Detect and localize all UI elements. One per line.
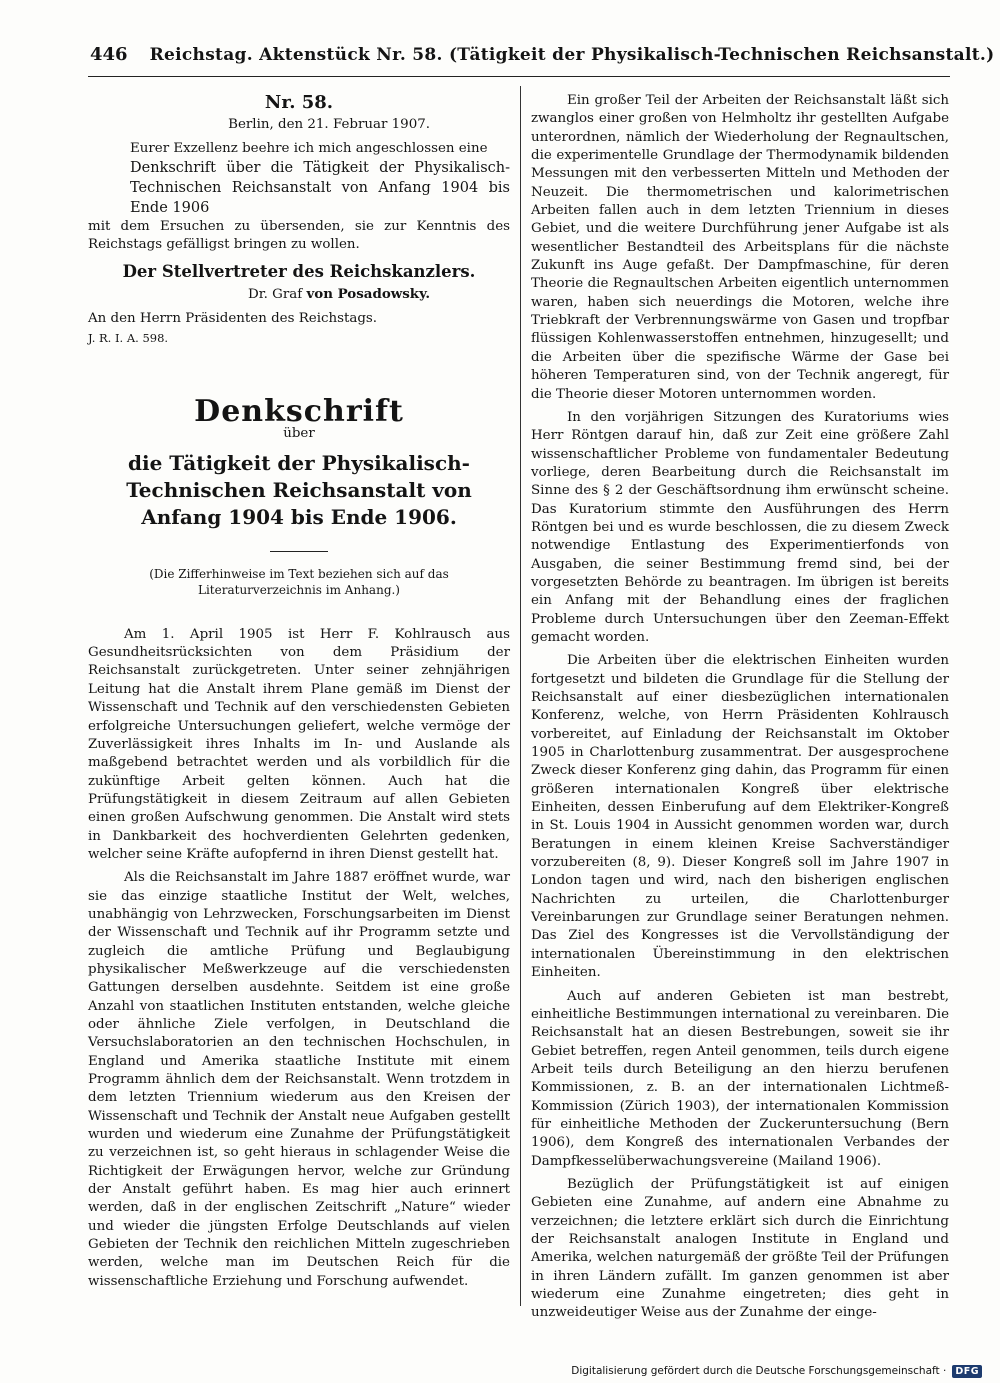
- signature-name: von Posadowsky.: [306, 286, 430, 303]
- paragraph: Bezüglich der Prüfungstätigkeit ist auf einigen Gebieten eine Zunahme, auf andern eine Abnahme zu verzeichnen; die letztere erklärt sich durch die Einrichtung der Reichsanstalt analogen Institute in England und Amerika, welchen naturgemäß der größte Teil der Prüfungen in ihren Ländern zufällt. Im ganzen genommen ist aber wiederum eine Zunahme eingetreten; dies geht in unzweideutiger Weise aus der Zunahme der einge-: [531, 1176, 949, 1321]
- paragraph: Die Arbeiten über die elektrischen Einheiten wurden fortgesetzt und bildeten die Grundlage für die Stellung der Reichsanstalt auf einer diesbezüglichen internationalen Konferenz, welche, von Herrn Präsidenten Kohlrausch vorbereitet, auf Einladung der Reichsanstalt im Oktober 1905 in Charlottenburg zusammentrat. Der ausgesprochene Zweck dieser Konferenz ging dahin, das Programm für einen größeren internationalen Kongreß über elektrische Einheiten, dessen Einberufung auf dem Elektriker-Kongreß in St. Louis 1904 in Aussicht genommen worden war, durch Beratungen in einem kleinen Kreise Sachverständiger vorzubereiten (8, 9). Dieser Kongreß soll im Jahre 1907 in London tagen und wird, nach den bisherigen englischen Nachrichten zu urteilen, die Charlottenburger Vereinbarungen zur Grundlage seiner Beratungen nehmen. Das Ziel des Kongresses ist die Vervollständigung der internationalen Übereinstimmung in den elektrischen Einheiten.: [531, 653, 949, 981]
- paragraph: Am 1. April 1905 ist Herr F. Kohlrausch aus Gesundheitsrücksichten von dem Präsidium der Reichsanstalt zurückgetreten. Unter seiner zehnjährigen Leitung hat die Anstalt ihrem Plane gemäß im Dienst der Wissenschaft und Technik auf den verschiedensten Gebieten erfolgreiche Untersuchungen geliefert, welche vermöge der Zuverlässigkeit ihres Inhalts im In- und Auslande als maßgebend betrachtet werden und als vorbildlich für die zukünftige Arbeit gelten können. Auch hat die Prüfungstätigkeit in diesem Zeitraum auf allen Gebieten einen großen Aufschwung genommen. Die Anstalt wird stets in Dankbarkeit des hochverdienten Gelehrten gedenken, welcher seine Kräfte aufopfernd in ihren Dienst gestellt hat.: [88, 626, 510, 862]
- signature-prefix: Dr. Graf: [248, 287, 303, 303]
- header-rule: [88, 76, 950, 77]
- right-column: [531, 92, 949, 1328]
- memorandum-ueber: über: [283, 426, 315, 442]
- letter-close: mit dem Ersuchen zu übersenden, sie zur Kenntnis des Reichstags gefälligst bringen zu wollen.: [88, 219, 510, 253]
- page-number: 446: [90, 44, 128, 65]
- left-column: [88, 92, 510, 1296]
- page-header: [90, 44, 995, 74]
- reference-number: J. R. I. A. 598.: [88, 330, 169, 345]
- dfg-logo: DFG: [952, 1365, 982, 1378]
- section-divider: [270, 551, 328, 552]
- dateline: Berlin, den 21. Februar 1907.: [228, 117, 430, 133]
- digitization-footer: [571, 1364, 982, 1378]
- signature: [88, 285, 510, 304]
- paragraph: Als die Reichsanstalt im Jahre 1887 eröffnet wurde, war sie das einzige staatliche Institut der Welt, welches, unabhängig von Lehrzwecken, Forschungsarbeiten im Dienst der Wissenschaft und Technik auf ihr Programm setzte und zugleich die amtliche Prüfung und Beglaubigung physikalischer Meßwerkzeuge auf die verschiedensten Gattungen derselben ausdehnte. Seitdem ist eine große Anzahl von staatlichen Instituten entstanden, welche gleiche oder ähnliche Ziele verfolgen, in Deutschland die Versuchslaboratorien an den technischen Hochschulen, in England und Amerika staatliche Institute mit einem Programm ähnlich dem der Reichsanstalt. Wenn trotzdem in dem letzten Triennium wiederum aus den Kreisen der Wissenschaft und Technik der Anstalt neue Aufgaben gestellt wurden und wiederum eine Zunahme der Prüfungstätigkeit zu verzeichnen ist, so geht hieraus in schlagender Weise die Richtigkeit der Erwägungen hervor, welche zur Gründung der Anstalt geführt haben. Es mag hier auch erinnert werden, daß in der englischen Zeitschrift „Nature“ wieder und wieder die jüngsten Erfolge Deutschlands auf vielen Gebieten der Technik den reichlichen Mitteln zugeschrieben werden, welche man im Deutschen Reich für die wissenschaftliche Erziehung und Forschung aufwendet.: [88, 870, 510, 1289]
- paragraph: Ein großer Teil der Arbeiten der Reichsanstalt läßt sich zwanglos einer großen von Helmholtz ihr gestellten Aufgabe unterordnen, nämlich der Wiederholung der Regnaultschen, die experimentelle Grundlage der Thermodynamik bildenden Messungen mit den verbesserten Mitteln und Methoden der Neuzeit. Die thermometrischen und kalorimetrischen Arbeiten fallen auch in dem letzten Triennium in dieses Gebiet, und die weitere Durchführung jener Aufgabe ist als wesentlicher Bestandteil des Arbeitsplans für die nächste Zukunft ins Auge gefaßt. Der Dampfmaschine, für deren Theorie die Regnaultschen Arbeiten eigentlich unternommen waren, haben sich neuerdings die Motoren, welche ihre Triebkraft der Verbrennungswärme von Gasen und tropfbar flüssigen Kohlenwasserstoffen entnehmen, hinzugesellt; und die Arbeiten über die spezifische Wärme der Gase bei höheren Temperaturen sind, von der Technik angeregt, für die Theorie dieser Motoren unternommen worden.: [531, 93, 949, 402]
- memorandum-title: Denkschrift: [194, 394, 404, 430]
- paragraph: In den vorjährigen Sitzungen des Kuratoriums wies Herr Röntgen darauf hin, daß zur Zeit eine größere Zahl wissenschaftlicher Probleme von fundamentaler Bedeutung vorliege, deren Bearbeitung durch die Reichsanstalt im Sinne des § 2 der Geschäftsordnung ihm erwünscht scheine. Das Kuratorium stimmte den Ausführungen des Herrn Röntgen bei und es wurde beschlossen, die zu diesem Zweck notwendige Entlastung des Experimentierfonds von Ausgaben, die seiner Bestimmung fremd sind, bei der vorgesetzten Behörde zu beantragen. Im übrigen ist bereits ein Anfang mit der Behandlung eines der fraglichen Probleme durch Untersuchungen über den Zeeman-Effekt gemacht worden.: [531, 409, 949, 645]
- addressee: An den Herrn Präsidenten des Reichstags.: [88, 311, 378, 327]
- letter-intro: Eurer Exzellenz beehre ich mich angeschlossen eine: [130, 140, 488, 156]
- running-title: Reichstag. Aktenstück Nr. 58. (Tätigkeit der Physikalisch-Technischen Reichsanstalt.): [149, 45, 995, 65]
- column-separator: [520, 86, 521, 1306]
- letter-title: Denkschrift über die Tätigkeit der Physikalisch-Technischen Reichsanstalt von Anfang 1904 bis Ende 1906: [130, 160, 510, 217]
- footer-text: Digitalisierung gefördert durch die Deutsche Forschungsgemeinschaft ·: [571, 1365, 947, 1377]
- paragraph: Auch auf anderen Gebieten ist man bestrebt, einheitliche Bestimmungen international zu vereinbaren. Die Reichsanstalt hat an diesen Bestrebungen, soweit sie ihr Gebiet betreffen, regen Anteil genommen, teils durch eigene Arbeit teils durch Beteiligung an den hierzu berufenen Kommissionen, z. B. an der internationalen Lichtmeß-Kommission (Zürich 1903), der internationalen Kommission für einheitliche Methoden der Zuckeruntersuchung (Bern 1906), dem Kongreß des internationalen Verbandes der Dampfkesselüberwachungsvereine (Mailand 1906).: [531, 988, 949, 1169]
- memorandum-subtitle: die Tätigkeit der Physikalisch-Technischen Reichsanstalt von Anfang 1904 bis Ende 1906.: [126, 450, 472, 529]
- signature-role: Der Stellvertreter des Reichskanzlers.: [122, 261, 476, 281]
- reference-note: (Die Zifferhinweise im Text beziehen sich auf das Literaturverzeichnis im Anhang.): [149, 566, 449, 597]
- document-number: Nr. 58.: [264, 92, 334, 113]
